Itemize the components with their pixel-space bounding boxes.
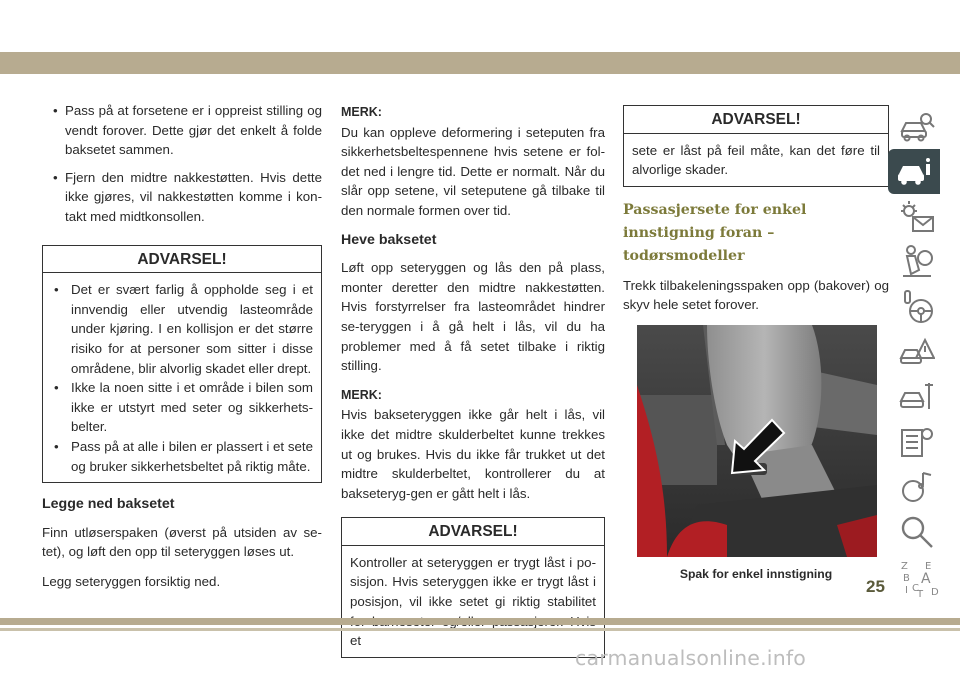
warning-box [42, 245, 322, 484]
index-letter: B [903, 573, 910, 584]
column-1 [42, 101, 322, 601]
section-heading: Passasjersete for enkel innstigning foran – todørsmodeller [623, 201, 807, 264]
multimedia-icon[interactable] [894, 464, 940, 509]
warning-title: ADVARSEL! [342, 518, 604, 546]
column-2 [341, 103, 605, 670]
index-letters-icon[interactable] [894, 554, 940, 599]
search-icon[interactable] [894, 509, 940, 554]
warning-box [623, 105, 889, 187]
car-info-icon[interactable] [888, 149, 940, 194]
paragraph: Trekk tilbakeleningsspaken opp (bakover) og skyv hele setet forover. [623, 277, 889, 313]
warning-title: ADVARSEL! [624, 106, 888, 134]
section-heading: Legge ned baksetet [42, 496, 175, 513]
top-decor-band [0, 52, 960, 74]
warning-box [341, 517, 605, 658]
list-item: • Pass på at alle i bilen er plassert i et sete og bruker sikkerhetsbeltet på riktig måte. [51, 437, 313, 476]
safety-airbag-icon[interactable] [894, 239, 940, 284]
bottom-decor-band [0, 618, 960, 625]
warning-body [342, 546, 604, 657]
paragraph: Du kan oppleve deformering i seteputen fra sikkerhetsbeltespennene hvis setene er fol-det ned i lengre tid. Dette er normalt. Når du slår opp setene, vil seteputene gå tilbake til den normale formen over tid. [341, 124, 605, 218]
car-magnifier-icon[interactable] [894, 104, 940, 149]
watermark: carmanualsonline.info [575, 646, 807, 670]
maintenance-list-icon[interactable] [894, 419, 940, 464]
paragraph: Finn utløserspaken (øverst på utsiden av se-tet), og løft den opp til seteryggen løses ut. [42, 524, 322, 560]
page-number: 25 [866, 577, 885, 596]
steering-wheel-icon[interactable] [894, 284, 940, 329]
paragraph: Hvis bakseteryggen ikke går helt i lås, vil ikke det midtre skulderbeltet kunne trekkes ut og brukes. Hvis du ikke får trukket ut det midtre skulderbeltet, kontrollerer du at bakseteryg-gen er gått helt i lås. [341, 407, 605, 501]
index-letter: I [905, 585, 908, 596]
intro-bullet-list [42, 101, 322, 227]
column-3 [623, 105, 889, 585]
warning-body [43, 273, 321, 482]
section-heading: Heve baksetet [341, 231, 437, 248]
index-letter: D [931, 587, 939, 598]
paragraph: Kontroller at seteryggen er trygt låst i po-sisjon. Hvis seteryggen ikke er trygt låst i posisjon, vil ikke setet gi riktig stabilitet et [350, 554, 596, 649]
index-letter: T [917, 589, 924, 599]
note-label: MERK: [341, 105, 382, 119]
paragraph: sete er låst på feil måte, kan det føre til alvorlige skader. [632, 142, 880, 178]
seat-lever-photo [637, 325, 877, 557]
bottom-decor-line [0, 628, 960, 631]
index-letter: C [912, 583, 919, 594]
paragraph: Legg seteryggen forsiktig ned. [42, 573, 221, 589]
paragraph: Løft opp seteryggen og lås den på plass, monter deretter den midtre nakkestøtten. Hvis forstyrrelser fra lasteområdet hindrer se-teryggen i å gå helt i lås, vil du ha problemer med å få setet tilbake i riktig stilling. [341, 260, 605, 374]
warning-body [624, 134, 888, 186]
index-letter: E [925, 561, 932, 572]
photo-caption: Spak for enkel innstigning [679, 566, 833, 581]
list-item: • Ikke la noen sitte i et område i bilen som ikke er utstyrt med seter og sikkerhets-belter. [51, 378, 313, 437]
list-item: • Det er svært farlig å oppholde seg i et innvendig eller utvendig lasteområde under kjøring. I en kollisjon er det større risiko for at personer som sitter i disse områdene, blir alvorlig skadet eller drept. [51, 280, 313, 378]
index-letter: A [921, 571, 931, 587]
chapter-sidebar [894, 104, 940, 599]
list-item: • Fjern den midtre nakkestøtten. Hvis dette ikke gjøres, vil nakkestøtten komme i kon-takt med midtkonsollen. [42, 168, 322, 227]
warning-triangle-car-icon[interactable] [894, 329, 940, 374]
car-tools-icon[interactable] [894, 374, 940, 419]
list-item: • Pass på at forsetene er i oppreist stilling og vendt forover. Dette gjør det enkelt å folde baksetet sammen. [42, 101, 322, 160]
note-label: MERK: [341, 387, 382, 402]
warning-lights-icon[interactable] [894, 194, 940, 239]
warning-title: ADVARSEL! [43, 246, 321, 274]
index-letter: Z [901, 561, 908, 572]
